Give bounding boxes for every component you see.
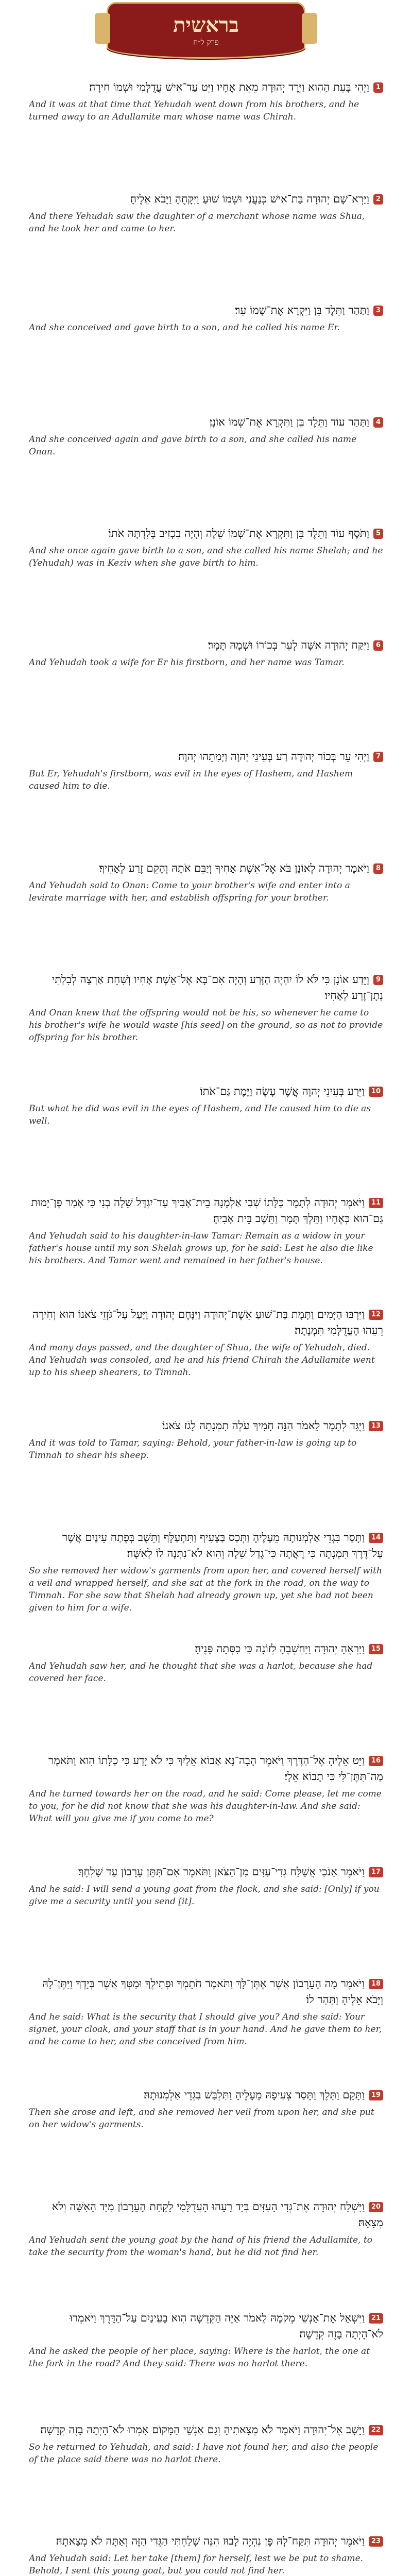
english-translation: And it was at that time that Yehudah went down from his brothers, and he turned away to an Adullamite man whose name was Chirah. [29, 99, 359, 122]
chapter-subtitle: פרק ל״ח [193, 37, 219, 47]
hebrew-text: וַיֹּאמֶר אָנֹכִי אֲשַׁלַּח גְּדִי־עִזִּים מִן־הַצֹּאן וַתֹּאמֶר אִם־תִּתֵּן עֵרָבוֹן עַד שָׁלְחֶךָ׃ [78, 1866, 365, 1878]
hebrew-text: וַיִּרְאֶהָ יְהוּדָה וַיַּחְשְׁבֶהָ לְזוֹנָה כִּי כִסְּתָה פָּנֶיהָ׃ [195, 1642, 365, 1655]
hebrew-text: וַיִּקַּח יְהוּדָה אִשָּׁה לְעֵר בְּכוֹרוֹ וּשְׁמָהּ תָּמָר׃ [208, 638, 369, 651]
verse-number-badge[interactable]: 20 [369, 2202, 383, 2212]
verse-list [0, 79, 412, 2576]
verse-block [29, 191, 383, 303]
hebrew-verse [29, 1083, 383, 1099]
hebrew-text: וַתָּסַר בִּגְדֵי אַלְמְנוּתָהּ מֵעָלֶיהָ וַתְּכַס בַּצָּעִיף וַתִּתְעַלָּף וַתֵּשֶׁב בְּפֶתַח עֵינַיִם אֲשֶׁר עַל־דֶּרֶךְ תִּמְנָתָה כִּי רָאֲתָה כִּי־גָדַל שֵׁלָה וְהִוא לֹא־נִתְּנָה לוֹ לְאִשָּׁה׃ [62, 1531, 383, 1560]
verse-number-badge[interactable]: 15 [369, 1644, 383, 1654]
hebrew-verse [29, 749, 383, 765]
hebrew-text: וַיֹּאמֶר יְהוּדָה לְתָמָר כַּלָּתוֹ שְׁבִי אַלְמָנָה בֵית־אָבִיךְ עַד־יִגְדַּל שֵׁלָה בְנִי כִּי אָמַר פֶּן־יָמוּת גַּם־הוּא כְּאֶחָיו וַתֵּלֶךְ תָּמָר וַתֵּשֶׁב בֵּית אָבִיהָ׃ [31, 1196, 383, 1225]
hebrew-verse [29, 2087, 383, 2103]
verse-block [29, 1530, 383, 1641]
hebrew-text: וַיִּשְׁלַח יְהוּדָה אֶת־גְּדִי הָעִזִּים בְּיַד רֵעֵהוּ הָעֲדֻלָּמִי לָקַחַת הָעֵרָבוֹן מִיַּד הָאִשָּׁה וְלֹא מְצָאָהּ׃ [52, 2200, 383, 2229]
hebrew-verse [29, 191, 383, 207]
hebrew-verse [29, 1530, 383, 1562]
verse-block [29, 302, 383, 414]
verse-block [29, 1083, 383, 1195]
hebrew-text: וַיֵּדַע אוֹנָן כִּי לֹּא לוֹ יִהְיֶה הַזָּרַע וְהָיָה אִם־בָּא אֶל־אֵשֶׁת אָחִיו וְשִׁחֵת אַרְצָה לְבִלְתִּי נְתָן־זֶרַע לְאָחִיו׃ [52, 973, 383, 1002]
hebrew-verse [29, 79, 383, 95]
verse-number-badge[interactable]: 7 [373, 752, 383, 762]
english-translation: And Yehudah said to Onan: Come to your brother's wife and enter into a levirate marriage with her, and establish offspring for your brother. [29, 880, 350, 903]
verse-block [29, 1864, 383, 1976]
verse-block [29, 860, 383, 972]
hebrew-text: וַיֹּאמֶר יְהוּדָה לְאוֹנָן בֹּא אֶל־אֵשֶׁת אָחִיךָ וְיַבֵּם אֹתָהּ וְהָקֵם זֶרַע לְאָחִיךָ׃ [99, 861, 369, 874]
hebrew-verse [29, 1418, 383, 1434]
english-translation: And she conceived again and gave birth to a son, and she called his name Onan. [29, 434, 357, 457]
english-translation: And it was told to Tamar, saying: Behold, your father-in-law is going up to Timnah to shear his sheep. [29, 1438, 357, 1461]
verse-block [29, 2533, 383, 2576]
verse-block [29, 2087, 383, 2199]
verse-number-badge[interactable]: 16 [369, 1756, 383, 1766]
english-translation: And Yehudah took a wife for Er his firstborn, and her name was Tamar. [29, 657, 345, 668]
english-translation: And Yehudah said to his daughter-in-law Tamar: Remain as a widow in your father's house until my son Shelah grows up, for he said: Lest he also die like his brothers. And Tamar went and remained in her father's house. [29, 1231, 373, 1266]
verse-number-badge[interactable]: 1 [373, 82, 383, 93]
hebrew-text: וַתָּקָם וַתֵּלֶךְ וַתָּסַר צְעִיפָהּ מֵעָלֶיהָ וַתִּלְבַּשׁ בִּגְדֵי אַלְמְנוּתָהּ׃ [144, 2089, 365, 2101]
hebrew-verse [29, 2422, 383, 2438]
verse-block [29, 1307, 383, 1418]
english-translation: And she once again gave birth to a son, and she called his name Shelah; and he (Yehudah) was in Keziv when she gave birth to him. [29, 546, 383, 568]
verse-block [29, 414, 383, 526]
hebrew-text: וַיִּרְבּוּ הַיָּמִים וַתָּמָת בַּת־שׁוּעַ אֵשֶׁת־יְהוּדָה וַיִּנָּחֶם יְהוּדָה וַיַּעַל עַל־גֹּזְזֵי צֹאנוֹ הוּא וְחִירָה רֵעֵהוּ הָעֲדֻלָּמִי תִּמְנָתָה׃ [32, 1308, 383, 1336]
verse-number-badge[interactable]: 6 [373, 640, 383, 651]
verse-number-badge[interactable]: 22 [369, 2425, 383, 2435]
hebrew-text: וַיֹּאמֶר יְהוּדָה תִּקַּח־לָהּ פֶּן נִהְיֶה לָבוּז הִנֵּה שָׁלַחְתִּי הַגְּדִי הַזֶּה וְאַתָּה לֹא מְצָאתָהּ׃ [56, 2535, 365, 2547]
english-translation: And Yehudah said: Let her take [them] for herself, lest we be put to shame. Behold, I sent this young goat, but you could not find her. [29, 2553, 364, 2576]
verse-block [29, 637, 383, 749]
english-translation: And he said: What is the security that I should give you? And she said: Your signet, your cloak, and your staff that is in your hand. And he gave them to her, and he came to her, and she conceived from him. [29, 2011, 382, 2047]
verse-number-badge[interactable]: 3 [373, 306, 383, 316]
verse-block [29, 2310, 383, 2422]
hebrew-verse [29, 2199, 383, 2231]
verse-block [29, 1418, 383, 1530]
english-translation: And he said: I will send a young goat from the flock, and she said: [Only] if you give me a security until you send [it]. [29, 1884, 380, 1907]
hebrew-text: וַתֹּסֶף עוֹד וַתֵּלֶד בֵּן וַתִּקְרָא אֶת־שְׁמוֹ שֵׁלָה וְהָיָה בִכְזִיב בְּלִדְתָּהּ אֹתוֹ׃ [108, 527, 369, 539]
verse-number-badge[interactable]: 2 [373, 194, 383, 205]
hebrew-verse [29, 2310, 383, 2342]
verse-number-badge[interactable]: 18 [369, 1979, 383, 1989]
english-translation: And many days passed, and the daughter of Shua, the wife of Yehudah, died. And Yehudah was consoled, and he and his friend Chirah the Adullamite went up to his sheep shearers, to Timnah. [29, 1342, 375, 1378]
hebrew-verse [29, 526, 383, 541]
english-translation: And Yehudah sent the young goat by the hand of his friend the Adullamite, to take the security from the woman's hand, but he did not find her. [29, 2234, 373, 2258]
hebrew-text: וַיְהִי בָּעֵת הַהִוא וַיֵּרֶד יְהוּדָה מֵאֵת אֶחָיו וַיֵּט עַד־אִישׁ עֲדֻלָּמִי וּשְׁמוֹ חִירָה׃ [89, 81, 369, 93]
hebrew-verse [29, 2533, 383, 2549]
verse-block [29, 1976, 383, 2088]
english-translation: And she conceived and gave birth to a son, and he called his name Er. [29, 323, 340, 333]
english-translation: Then she arose and left, and she removed her veil from upon her, and she put on her widow's garments. [29, 2107, 374, 2130]
verse-block [29, 972, 383, 1083]
hebrew-verse [29, 1307, 383, 1338]
english-translation: But what he did was evil in the eyes of Hashem, and He caused him to die as well. [29, 1103, 371, 1126]
verse-block [29, 1195, 383, 1307]
hebrew-verse [29, 1864, 383, 1880]
english-translation: And he asked the people of her place, saying: Where is the harlot, the one at the fork in the road? And they said: There was no harlot there. [29, 2346, 370, 2369]
verse-number-badge[interactable]: 10 [369, 1087, 383, 1097]
verse-block [29, 1641, 383, 1753]
hebrew-verse [29, 302, 383, 318]
hebrew-text: וַיַּרְא־שָׁם יְהוּדָה בַּת־אִישׁ כְּנַעֲנִי וּשְׁמוֹ שׁוּעַ וַיִּקָּחֶהָ וַיָּבֹא אֵלֶיהָ׃ [130, 192, 369, 205]
english-translation: And Yehudah saw her, and he thought that she was a harlot, because she had covered her face. [29, 1661, 373, 1684]
english-translation: And Onan knew that the offspring would not be his, so whenever he came to his brother's wife he would waste [his seed] on the ground, so as not to provide offspring for his brother. [29, 1008, 383, 1043]
verse-number-badge[interactable]: 11 [369, 1198, 383, 1208]
hebrew-verse [29, 972, 383, 1004]
verse-number-badge[interactable]: 12 [369, 1310, 383, 1320]
verse-block [29, 2422, 383, 2534]
english-translation: And he turned towards her on the road, and he said: Come please, let me come to you, for he did not know that she was his daughter-in-law. And she said: What will you give me if you come to me? [29, 1788, 382, 1824]
verse-block [29, 1753, 383, 1865]
hebrew-text: וַתַּהַר וַתֵּלֶד בֵּן וַיִּקְרָא אֶת־שְׁמוֹ עֵר׃ [235, 304, 369, 316]
banner-wrap [0, 0, 412, 79]
verse-number-badge[interactable]: 23 [369, 2536, 383, 2547]
verse-number-badge[interactable]: 8 [373, 863, 383, 874]
hebrew-verse [29, 637, 383, 653]
hebrew-text: וַתַּהַר עוֹד וַתֵּלֶד בֵּן וַתִּקְרָא אֶת־שְׁמוֹ אוֹנָן׃ [209, 415, 369, 428]
hebrew-text: וַיִּשְׁאַל אֶת־אַנְשֵׁי מְקֹמָהּ לֵאמֹר אַיֵּה הַקְּדֵשָׁה הִוא בָעֵינַיִם עַל־הַדָּרֶךְ וַיֹּאמְרוּ לֹא־הָיְתָה בָזֶה קְדֵשָׁה׃ [70, 2312, 383, 2340]
hebrew-verse [29, 1753, 383, 1785]
verse-number-badge[interactable]: 9 [373, 975, 383, 985]
book-title: בראשית [173, 12, 239, 37]
verse-block [29, 2199, 383, 2311]
english-translation: So he returned to Yehudah, and said: I have not found her, and also the people of the place said there was no harlot there. [29, 2442, 379, 2465]
hebrew-text: וַיֹּאמֶר מָה הָעֵרָבוֹן אֲשֶׁר אֶתֶּן־לָּךְ וַתֹּאמֶר חֹתָמְךָ וּפְתִילֶךָ וּמַטְּךָ אֲשֶׁר בְּיָדֶךָ וַיִּתֶּן־לָהּ וַיָּבֹא אֵלֶיהָ וַתַּהַר לוֹ׃ [42, 1977, 383, 2006]
verse-number-badge[interactable]: 5 [373, 529, 383, 539]
hebrew-text: וַיֵּרַע בְּעֵינֵי יְהוָה אֲשֶׁר עָשָׂה וַיָּמֶת גַּם־אֹתוֹ׃ [200, 1084, 365, 1097]
verse-number-badge[interactable]: 4 [373, 417, 383, 428]
hebrew-text: וַיָּשָׁב אֶל־יְהוּדָה וַיֹּאמֶר לֹא מְצָאתִיהָ וְגַם אַנְשֵׁי הַמָּקוֹם אָמְרוּ לֹא־הָיְתָה בָזֶה קְדֵשָׁה׃ [40, 2423, 365, 2436]
verse-block [29, 749, 383, 860]
hebrew-verse [29, 1976, 383, 2008]
english-translation: And there Yehudah saw the daughter of a merchant whose name was Shua, and he took her and came to her. [29, 211, 365, 234]
hebrew-verse [29, 414, 383, 430]
chapter-banner [107, 2, 305, 59]
hebrew-verse [29, 860, 383, 876]
verse-number-badge[interactable]: 14 [369, 1533, 383, 1543]
verse-number-badge[interactable]: 17 [369, 1867, 383, 1877]
verse-block [29, 79, 383, 191]
english-translation: So she removed her widow's garments from upon her, and covered herself with a veil and wrapped herself, and she sat at the fork in the road, on the way to Timnah. For she saw that Shelah had already grown up, yet she had not been given to him for a wife. [29, 1565, 382, 1613]
hebrew-text: וַיֵּט אֵלֶיהָ אֶל־הַדֶּרֶךְ וַיֹּאמֶר הָבָה־נָּא אָבוֹא אֵלַיִךְ כִּי לֹא יָדַע כִּי כַלָּתוֹ הִוא וַתֹּאמֶר מַה־תִּתֶּן־לִּי כִּי תָבוֹא אֵלָי׃ [48, 1754, 383, 1783]
hebrew-verse [29, 1195, 383, 1227]
hebrew-verse [29, 1641, 383, 1657]
hebrew-text: וַיֻּגַּד לְתָמָר לֵאמֹר הִנֵּה חָמִיךְ עֹלֶה תִמְנָתָה לָגֹז צֹאנוֹ׃ [162, 1419, 365, 1432]
verse-number-badge[interactable]: 19 [369, 2090, 383, 2100]
hebrew-text: וַיְהִי עֵר בְּכוֹר יְהוּדָה רַע בְּעֵינֵי יְהוָה וַיְמִתֵהוּ יְהוָה׃ [178, 750, 369, 762]
verse-number-badge[interactable]: 13 [369, 1421, 383, 1431]
verse-block [29, 526, 383, 637]
verse-number-badge[interactable]: 21 [369, 2313, 383, 2324]
english-translation: But Er, Yehudah's firstborn, was evil in the eyes of Hashem, and Hashem caused him to die. [29, 769, 353, 791]
